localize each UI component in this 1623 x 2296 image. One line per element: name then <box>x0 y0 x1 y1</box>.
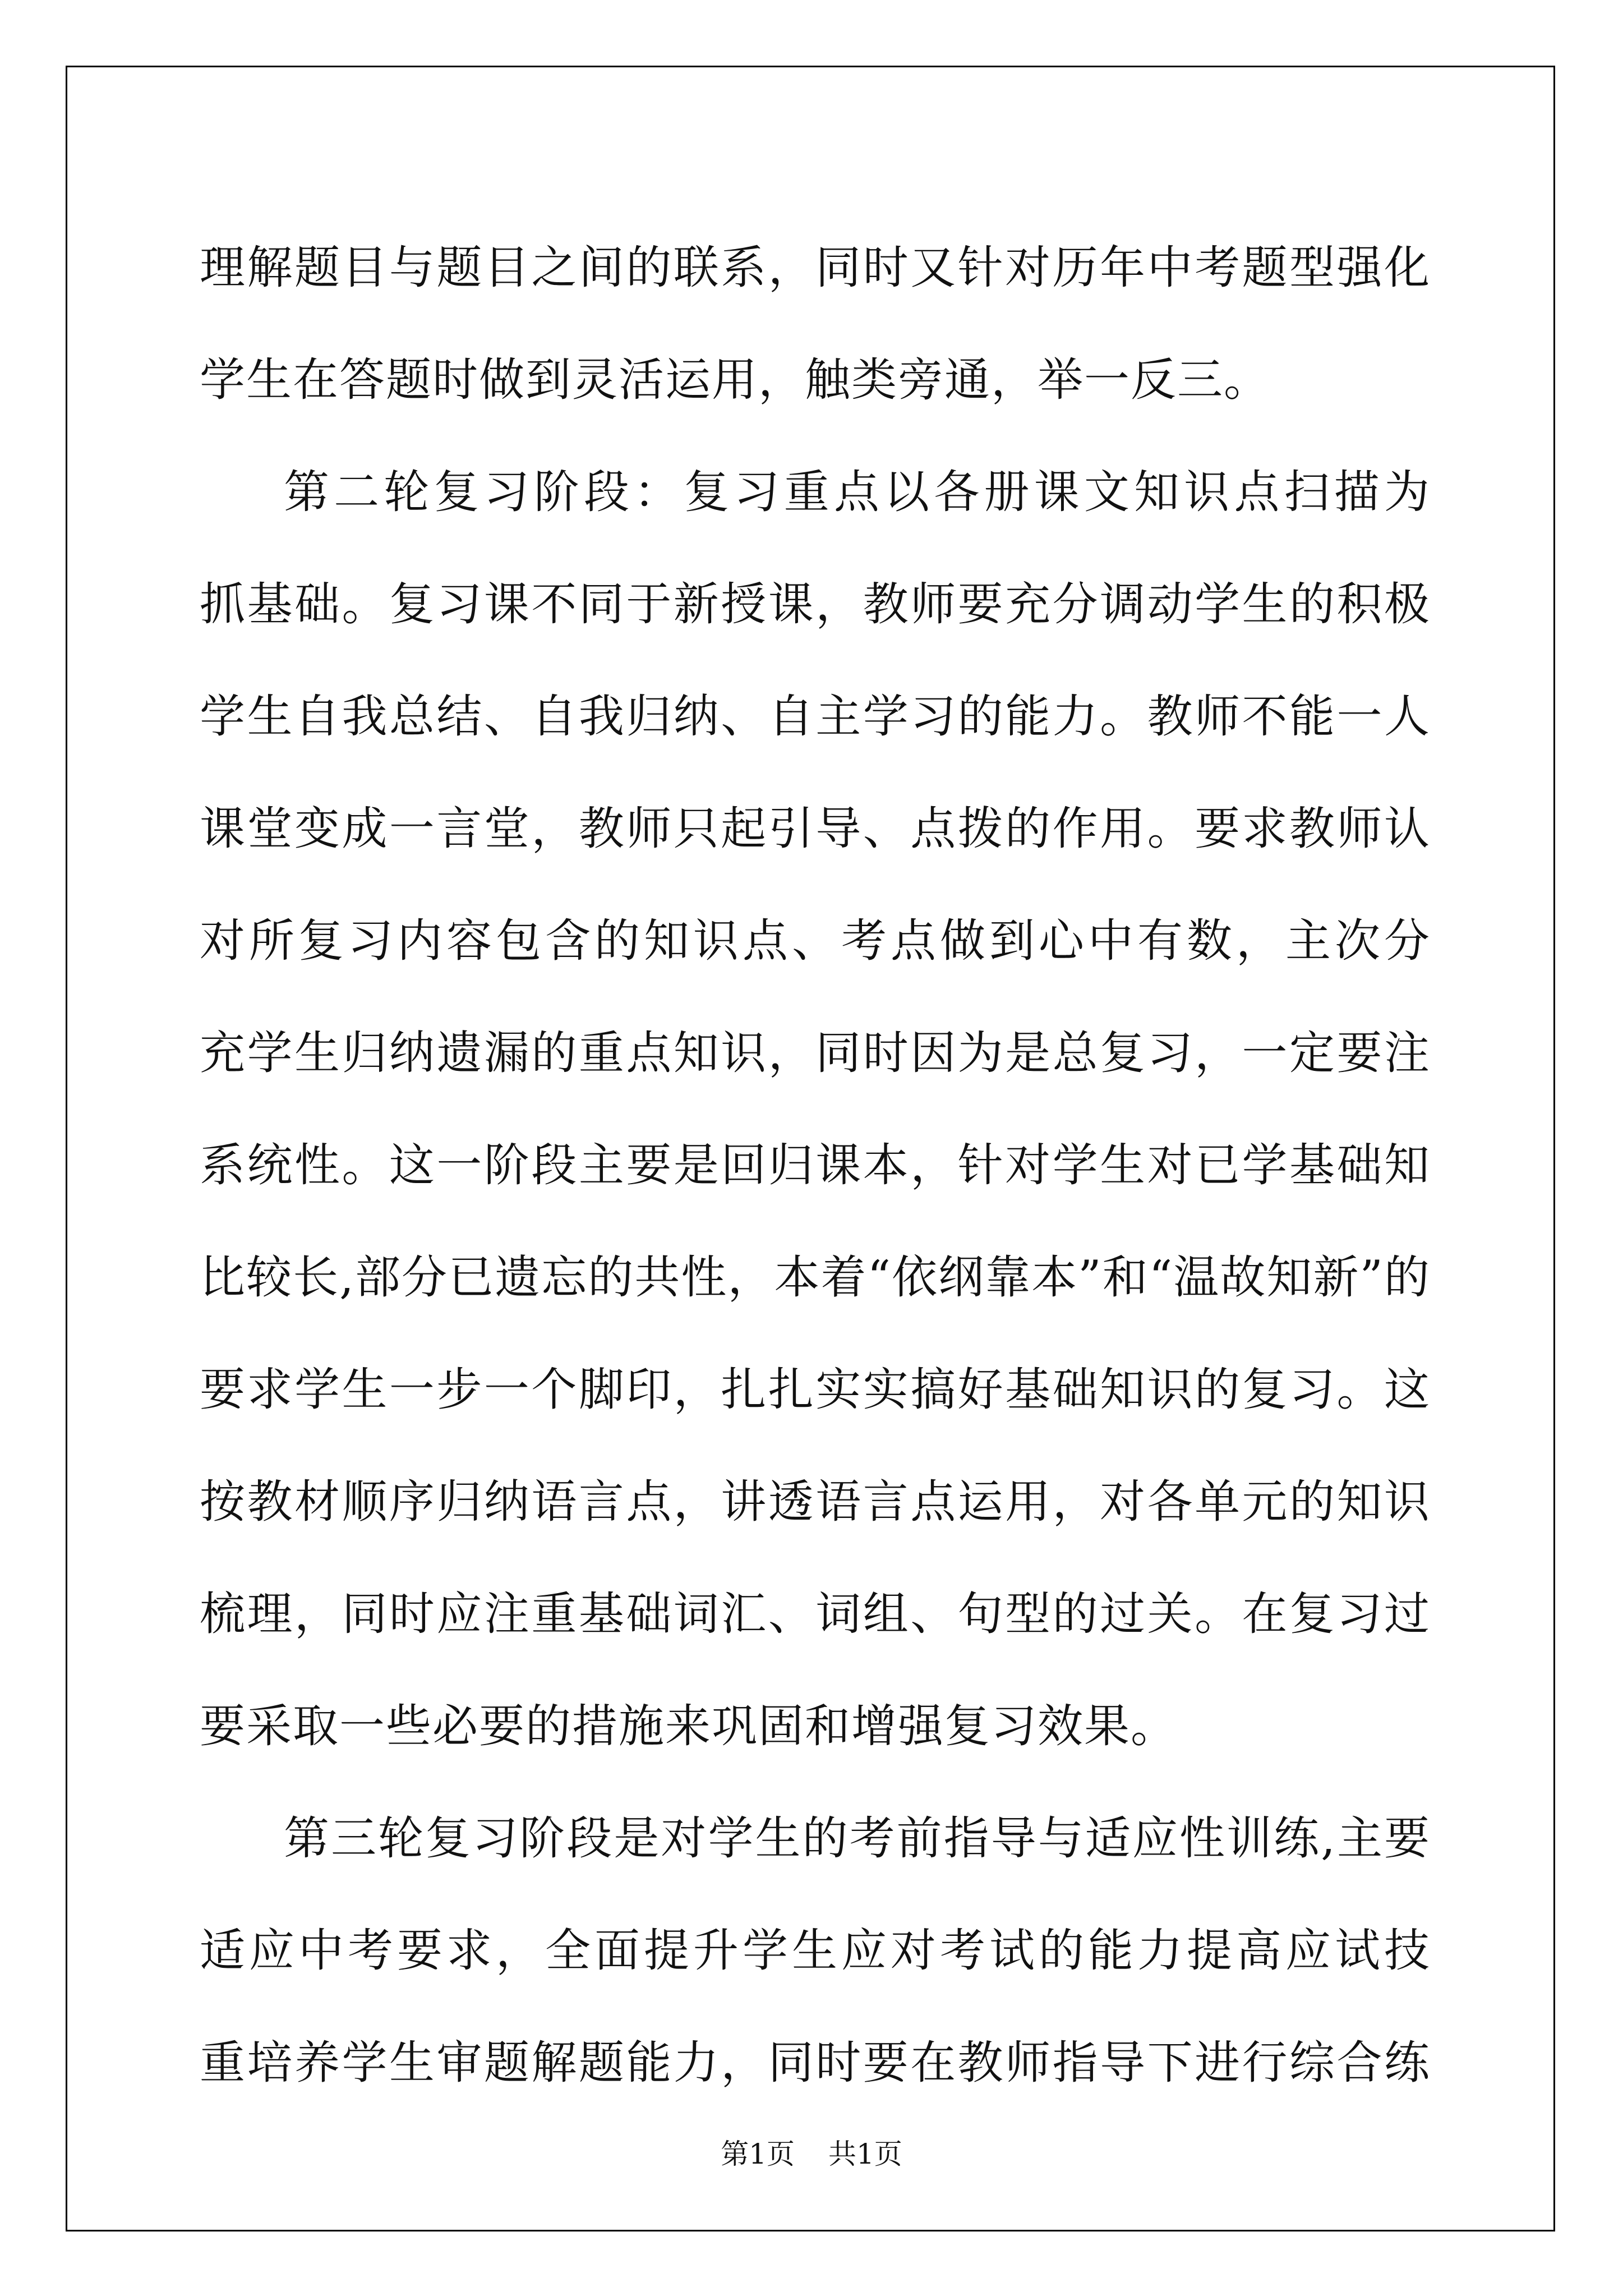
document-body <box>200 212 1431 2119</box>
text-line-15: 第三轮复习阶段是对学生的考前指导与适应性训练,主要 <box>284 1812 1431 1865</box>
text-line-13: 梳理，同时应注重基础词汇、词组、句型的过关。在复习过 <box>200 1588 1431 1641</box>
text-line-17: 重培养学生审题解题能力，同时要在教师指导下进行综合练 <box>200 2037 1431 2090</box>
text-line-3: 第二轮复习阶段：复习重点以各册课文知识点扫描为 <box>284 466 1431 519</box>
page-footer <box>0 2132 1623 2172</box>
text-line-7: 对所复习内容包含的知识点、考点做到心中有数，主次分 <box>200 915 1431 968</box>
text-line-5: 学生自我总结、自我归纳、自主学习的能力。教师不能一人 <box>200 691 1431 743</box>
text-line-4: 抓基础。复习课不同于新授课，教师要充分调动学生的积极 <box>200 578 1431 631</box>
text-line-9: 系统性。这一阶段主要是回归课本，针对学生对已学基础知 <box>200 1139 1431 1192</box>
text-line-10: 比较长,部分已遗忘的共性，本着“依纲靠本”和“温故知新”的 <box>200 1251 1431 1304</box>
text-line-2: 学生在答题时做到灵活运用，触类旁通，举一反三。 <box>200 354 1271 407</box>
text-line-14: 要采取一些必要的措施来巩固和增强复习效果。 <box>200 1700 1178 1753</box>
text-line-11: 要求学生一步一个脚印，扎扎实实搞好基础知识的复习。这 <box>200 1364 1431 1416</box>
page-number: 第1页 <box>721 2138 795 2170</box>
text-line-1: 理解题目与题目之间的联系，同时又针对历年中考题型强化 <box>200 242 1431 295</box>
text-line-12: 按教材顺序归纳语言点，讲透语言点运用，对各单元的知识 <box>200 1476 1431 1529</box>
text-line-6: 课堂变成一言堂，教师只起引导、点拨的作用。要求教师认 <box>200 803 1431 855</box>
page-total: 共1页 <box>828 2138 902 2170</box>
text-line-16: 适应中考要求，全面提升学生应对考试的能力提高应试技 <box>200 1925 1431 1977</box>
text-line-8: 充学生归纳遗漏的重点知识，同时因为是总复习，一定要注 <box>200 1027 1431 1080</box>
